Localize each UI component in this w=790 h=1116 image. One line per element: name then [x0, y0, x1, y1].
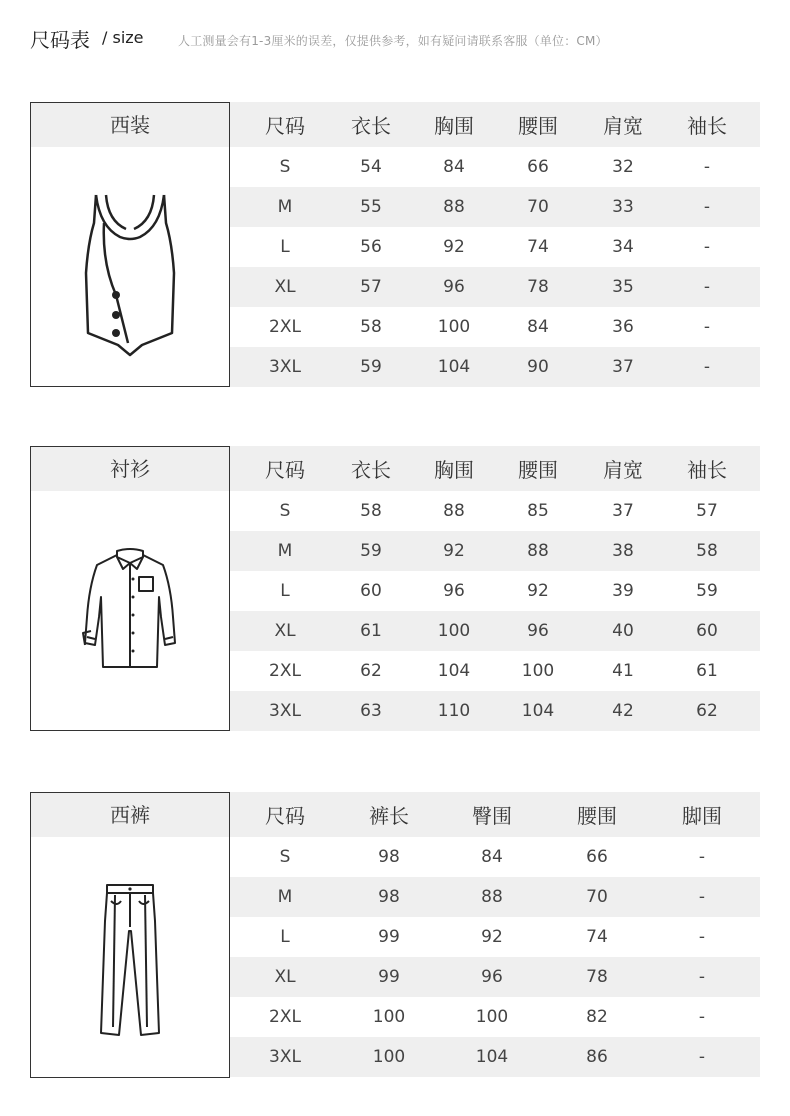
table-cell: 104 — [475, 1047, 509, 1067]
table-cell: 99 — [378, 967, 400, 987]
column-header: 胸围 — [434, 458, 474, 482]
table-cell: 59 — [360, 541, 382, 561]
table-cell: 90 — [527, 357, 549, 377]
table-cell: 34 — [612, 237, 634, 257]
column-header: 衣长 — [351, 458, 391, 482]
table-row — [230, 307, 760, 347]
size-table — [230, 446, 760, 731]
garment-panel — [30, 446, 230, 731]
table-header-row — [230, 446, 760, 491]
garment-title: 衬衫 — [31, 447, 229, 491]
table-cell: 110 — [437, 701, 471, 721]
table-cell: 70 — [527, 197, 549, 217]
table-row — [230, 837, 760, 877]
table-cell: 66 — [586, 847, 608, 867]
table-header-row — [230, 102, 760, 147]
table-cell: 100 — [521, 661, 555, 681]
table-cell: - — [698, 967, 706, 987]
column-header: 胸围 — [434, 114, 474, 138]
table-cell: 104 — [437, 357, 471, 377]
table-row — [230, 227, 760, 267]
table-cell: XL — [274, 621, 296, 641]
table-row — [230, 611, 760, 651]
table-cell: XL — [274, 277, 296, 297]
table-cell: 35 — [612, 277, 634, 297]
table-cell: 39 — [612, 581, 634, 601]
table-cell: 99 — [378, 927, 400, 947]
table-cell: 3XL — [269, 357, 301, 377]
table-cell: 88 — [481, 887, 503, 907]
table-cell: 54 — [360, 157, 382, 177]
table-cell: 2XL — [269, 661, 301, 681]
table-cell: - — [698, 887, 706, 907]
table-row — [230, 571, 760, 611]
table-cell: 100 — [372, 1047, 406, 1067]
table-row — [230, 531, 760, 571]
table-cell: 92 — [481, 927, 503, 947]
table-cell: 36 — [612, 317, 634, 337]
table-row — [230, 1037, 760, 1077]
table-cell: 60 — [696, 621, 718, 641]
column-header: 裤长 — [369, 804, 409, 828]
column-header: 臀围 — [472, 804, 512, 828]
table-cell: 88 — [527, 541, 549, 561]
table-cell: 58 — [360, 501, 382, 521]
garment-title: 西裤 — [31, 793, 229, 837]
table-cell: - — [703, 197, 711, 217]
table-cell: 84 — [527, 317, 549, 337]
table-cell: 59 — [696, 581, 718, 601]
page-title-en: / size — [102, 28, 144, 47]
size-table-vest — [30, 102, 760, 387]
column-header: 腰围 — [518, 114, 558, 138]
table-cell: 78 — [586, 967, 608, 987]
table-header-row — [230, 792, 760, 837]
table-cell: 74 — [586, 927, 608, 947]
garment-title: 西装 — [31, 103, 229, 147]
table-cell: 62 — [696, 701, 718, 721]
table-cell: 32 — [612, 157, 634, 177]
table-row — [230, 691, 760, 731]
table-cell: 55 — [360, 197, 382, 217]
table-cell: 66 — [527, 157, 549, 177]
table-cell: S — [279, 157, 291, 177]
size-table-trousers — [30, 792, 760, 1078]
table-cell: 85 — [527, 501, 549, 521]
table-cell: 104 — [521, 701, 555, 721]
size-table — [230, 792, 760, 1077]
table-cell: 37 — [612, 357, 634, 377]
table-cell: 92 — [443, 541, 465, 561]
vest-icon — [31, 183, 229, 358]
table-cell: 86 — [586, 1047, 608, 1067]
table-cell: - — [703, 157, 711, 177]
table-cell: 78 — [527, 277, 549, 297]
table-cell: 38 — [612, 541, 634, 561]
column-header: 尺码 — [265, 804, 305, 828]
table-cell: 2XL — [269, 1007, 301, 1027]
table-cell: 40 — [612, 621, 634, 641]
column-header: 肩宽 — [603, 458, 643, 482]
table-cell: 70 — [586, 887, 608, 907]
table-cell: 100 — [437, 317, 471, 337]
column-header: 袖长 — [687, 114, 727, 138]
column-header: 衣长 — [351, 114, 391, 138]
table-row — [230, 651, 760, 691]
column-header: 脚围 — [682, 804, 722, 828]
table-row — [230, 267, 760, 307]
table-cell: 98 — [378, 887, 400, 907]
size-table-shirt — [30, 446, 760, 731]
table-cell: 63 — [360, 701, 382, 721]
table-cell: 62 — [360, 661, 382, 681]
table-cell: 88 — [443, 197, 465, 217]
table-cell: 61 — [360, 621, 382, 641]
table-row — [230, 917, 760, 957]
table-cell: 92 — [443, 237, 465, 257]
trousers-icon — [31, 881, 229, 1041]
table-cell: 57 — [696, 501, 718, 521]
table-cell: 96 — [481, 967, 503, 987]
table-cell: 2XL — [269, 317, 301, 337]
table-cell: 98 — [378, 847, 400, 867]
table-cell: L — [280, 581, 290, 601]
table-cell: 37 — [612, 501, 634, 521]
table-cell: L — [280, 927, 290, 947]
measurement-note: 人工测量会有1-3厘米的误差，仅提供参考，如有疑问请联系客服（单位：CM） — [178, 34, 608, 48]
table-cell: 88 — [443, 501, 465, 521]
garment-panel — [30, 102, 230, 387]
table-cell: S — [279, 501, 291, 521]
table-cell: 57 — [360, 277, 382, 297]
table-cell: 100 — [475, 1007, 509, 1027]
table-cell: 60 — [360, 581, 382, 601]
garment-panel — [30, 792, 230, 1078]
table-cell: 100 — [372, 1007, 406, 1027]
shirt-icon — [31, 547, 229, 677]
table-cell: 74 — [527, 237, 549, 257]
table-cell: 59 — [360, 357, 382, 377]
table-cell: 100 — [437, 621, 471, 641]
table-cell: 96 — [527, 621, 549, 641]
table-row — [230, 187, 760, 227]
table-row — [230, 347, 760, 387]
table-row — [230, 491, 760, 531]
page-header — [30, 24, 770, 56]
column-header: 尺码 — [265, 114, 305, 138]
table-cell: - — [703, 277, 711, 297]
table-cell: - — [698, 1047, 706, 1067]
table-row — [230, 147, 760, 187]
table-row — [230, 957, 760, 997]
table-row — [230, 997, 760, 1037]
table-cell: S — [279, 847, 291, 867]
table-cell: - — [703, 237, 711, 257]
table-cell: 42 — [612, 701, 634, 721]
table-cell: 92 — [527, 581, 549, 601]
table-cell: 96 — [443, 581, 465, 601]
table-cell: M — [277, 197, 293, 217]
table-cell: 84 — [481, 847, 503, 867]
table-cell: 61 — [696, 661, 718, 681]
column-header: 腰围 — [518, 458, 558, 482]
table-cell: 96 — [443, 277, 465, 297]
column-header: 尺码 — [265, 458, 305, 482]
table-cell: - — [703, 357, 711, 377]
size-table — [230, 102, 760, 387]
table-cell: 58 — [696, 541, 718, 561]
column-header: 袖长 — [687, 458, 727, 482]
table-cell: 33 — [612, 197, 634, 217]
column-header: 肩宽 — [603, 114, 643, 138]
table-cell: 104 — [437, 661, 471, 681]
table-cell: - — [703, 317, 711, 337]
table-cell: 3XL — [269, 1047, 301, 1067]
page-title: 尺码表 — [30, 28, 90, 52]
table-cell: 3XL — [269, 701, 301, 721]
table-row — [230, 877, 760, 917]
column-header: 腰围 — [577, 804, 617, 828]
table-cell: L — [280, 237, 290, 257]
table-cell: 58 — [360, 317, 382, 337]
table-cell: - — [698, 1007, 706, 1027]
table-cell: 41 — [612, 661, 634, 681]
table-cell: M — [277, 541, 293, 561]
table-cell: M — [277, 887, 293, 907]
table-cell: XL — [274, 967, 296, 987]
table-cell: 56 — [360, 237, 382, 257]
table-cell: - — [698, 927, 706, 947]
table-cell: - — [698, 847, 706, 867]
table-cell: 82 — [586, 1007, 608, 1027]
table-cell: 84 — [443, 157, 465, 177]
